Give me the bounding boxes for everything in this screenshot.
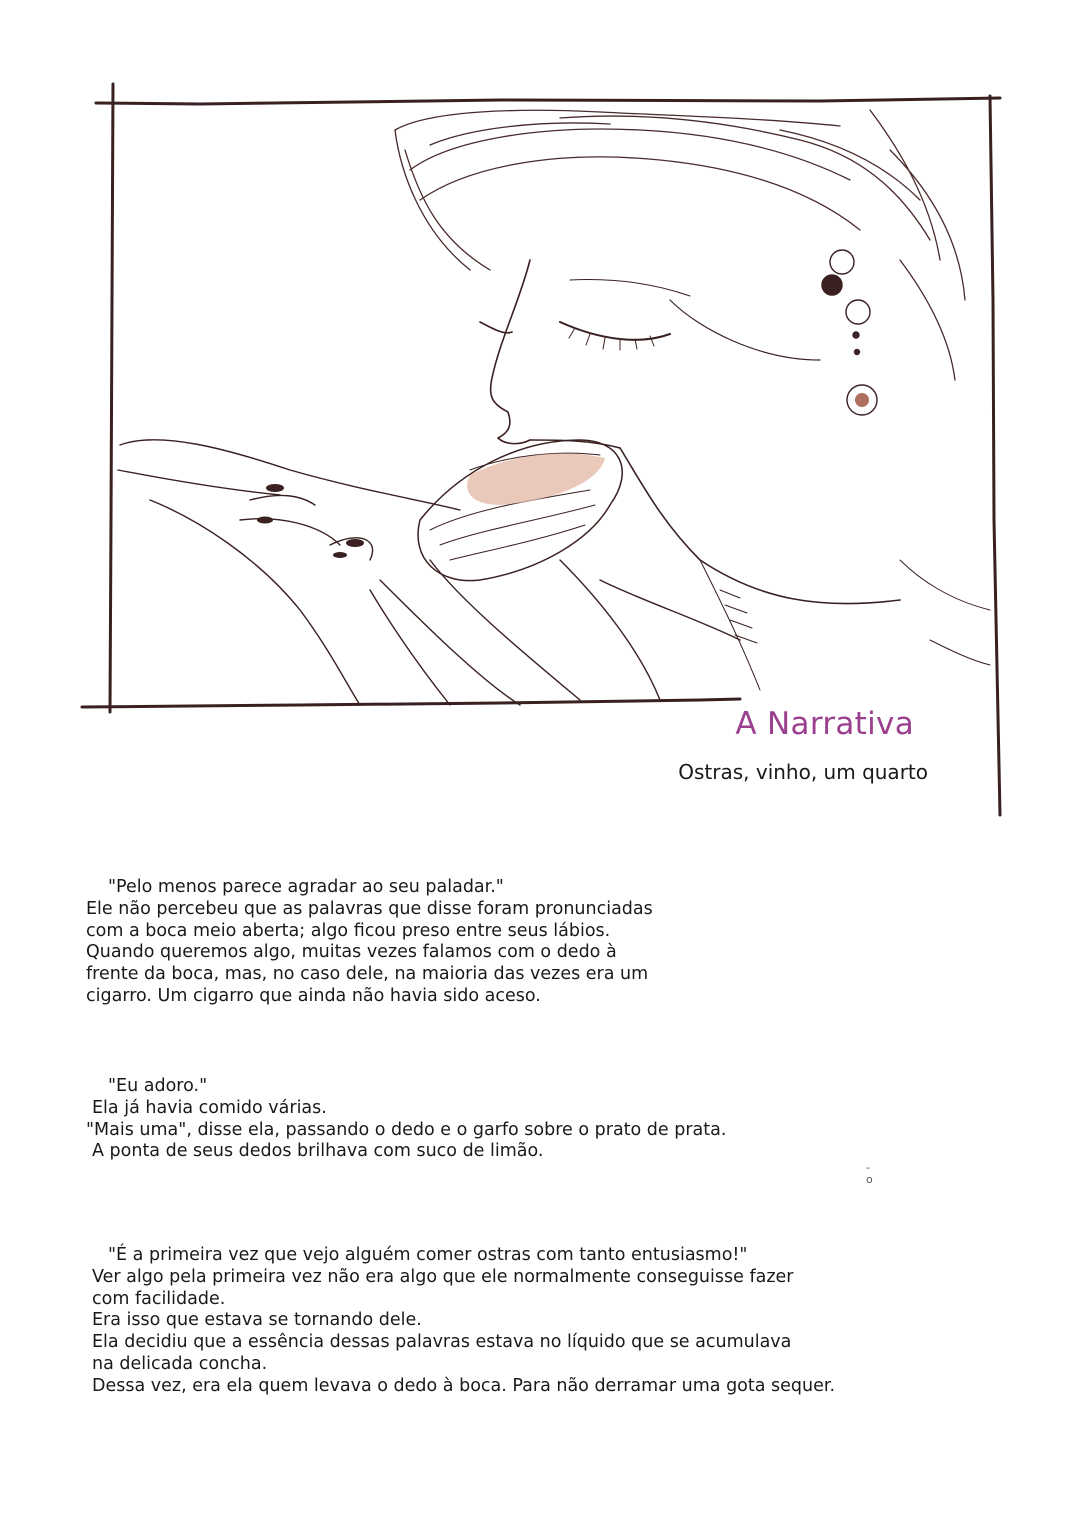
paragraph-1 — [86, 877, 886, 1008]
paragraph-line: A ponta de seus dedos brilhava com suco de limão. — [92, 1141, 544, 1162]
page-subtitle: Ostras, vinho, um quarto — [678, 760, 928, 784]
paragraph-line: Ela decidiu que a essência dessas palavras estava no líquido que se acumulava — [92, 1332, 792, 1353]
frame-right — [990, 96, 1000, 815]
paragraph-line: Quando queremos algo, muitas vezes falamos com o dedo à — [86, 942, 617, 963]
frame-left — [110, 84, 113, 712]
paragraph-line: com a boca meio aberta; algo ficou preso entre seus lábios. — [86, 920, 611, 941]
paragraph-line: Ver algo pela primeira vez não era algo que ele normalmente conseguisse fazer — [92, 1266, 794, 1287]
paragraph-line: com facilidade. — [92, 1288, 226, 1309]
paragraph-line: frente da boca, mas, no caso dele, na maioria das vezes era um — [86, 964, 649, 985]
paragraph-line: Ele não percebeu que as palavras que disse foram pronunciadas — [86, 898, 653, 919]
decorative-mark: - o — [866, 1161, 873, 1186]
paragraph-line: Ela já havia comido várias. — [92, 1097, 327, 1118]
paragraph-line: "É a primeira vez que vejo alguém comer ostras com tanto entusiasmo!" — [108, 1245, 748, 1265]
paragraph-3 — [86, 1245, 886, 1398]
paragraph-line: "Pelo menos parece agradar ao seu paladar." — [108, 877, 504, 897]
paragraph-line: "Mais uma", disse ela, passando o dedo e o garfo sobre o prato de prata. — [86, 1119, 727, 1140]
paragraph-line: cigarro. Um cigarro que ainda não havia sido aceso. — [86, 985, 541, 1006]
paragraph-line: "Eu adoro." — [108, 1076, 208, 1096]
page-title: A Narrativa — [735, 706, 914, 742]
paragraph-2 — [86, 1076, 886, 1163]
paragraph-line: Dessa vez, era ela quem levava o dedo à boca. Para não derramar uma gota sequer. — [92, 1375, 836, 1396]
frame-top — [96, 98, 1000, 104]
frame-bottom — [82, 700, 700, 707]
paragraph-line: Era isso que estava se tornando dele. — [92, 1310, 422, 1331]
paragraph-line: na delicada concha. — [92, 1353, 268, 1374]
